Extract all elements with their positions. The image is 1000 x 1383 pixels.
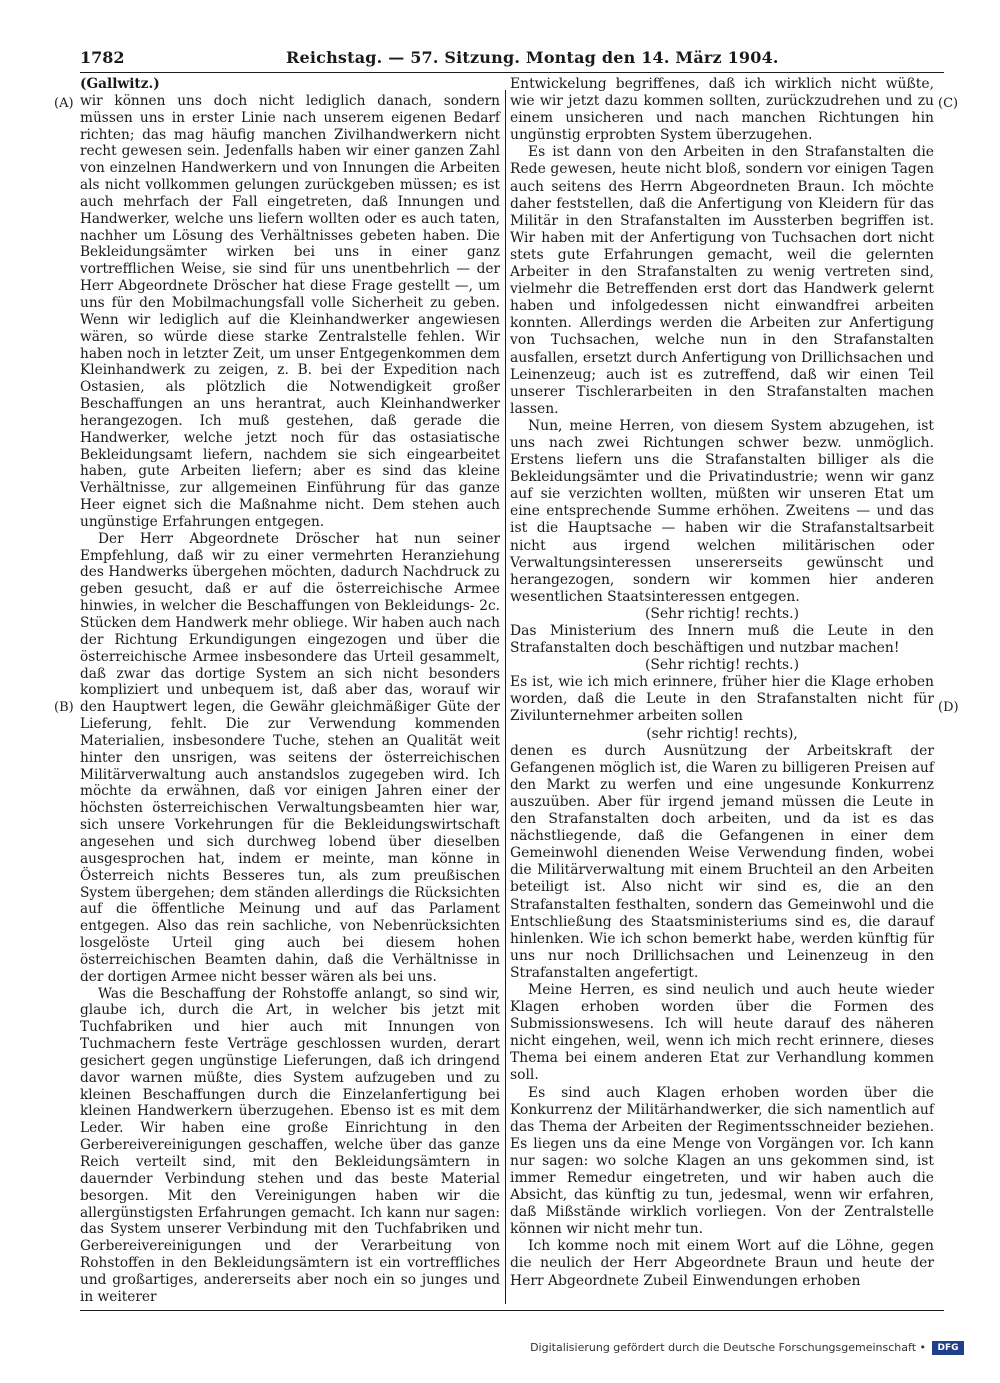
paragraph: Das Ministerium des Innern muß die Leute in den Strafanstalten doch beschäftigen und nutzbar machen!	[510, 623, 934, 657]
interjection: (Sehr richtig! rechts.)	[644, 657, 799, 674]
page-number: 1782	[80, 48, 125, 67]
paragraph: Entwickelung begriffenes, daß ich wirklich nicht wüßte, wie wir jetzt dazu kommen sollten, zurückzudrehen und zu einem unsicheren und nach manchen Richtungen hin ungünstig erprobten System überzugehen.	[510, 76, 934, 144]
footer	[530, 1338, 970, 1358]
right-column	[510, 76, 934, 1290]
paragraph: Was die Beschaffung der Rohstoffe anlangt, so sind wir, glaube ich, durch die Art, in welcher bis jetzt mit Tuchfabriken und hier auch mit Innungen von Tuchmachern feste Verträge geschlossen wurden, derart gesichert gegen ungünstige Lieferungen, daß ich dringend davor warnen müßte, dies System aufzugeben und zu kleinen Beschaffungen durch die Einzelanfertigung bei kleinen Handwerkern überzugehen. Ebenso ist es mit dem Leder. Wir haben eine große Einrichtung in den Gerbereivereinigungen geschaffen, welche über das ganze Reich verteilt sind, mit den Bekleidungsämtern in dauernder Verbindung stehen und das beste Material besorgen. Mit den Vereinigungen haben wir die allergünstigsten Erfahrungen gemacht. Ich kann nur sagen: das System unserer Verbindung mit den Tuchfabriken und Gerbereivereinigungen und der Verarbeitung von Rohstoffen in den Bekleidungsämtern ist ein vortreffliches und großartiges, andererseits aber noch ein so junges und in weiterer	[80, 985, 500, 1305]
margin-marker-b: (B)	[54, 700, 74, 715]
margin-marker-a: (A)	[54, 96, 74, 111]
footer-rule	[80, 1310, 944, 1311]
paragraph: Es ist, wie ich mich erinnere, früher hier die Klage erhoben worden, daß die Leute in den Strafanstalten nicht für Zivilunternehmer arbeiten sollen	[510, 674, 934, 725]
dfg-logo: DFG	[932, 1341, 964, 1355]
left-column	[80, 76, 500, 1306]
column-divider	[505, 90, 506, 1304]
paragraph: Ich komme noch mit einem Wort auf die Löhne, gegen die neulich der Herr Abgeordnete Braun und heute der Herr Abgeordnete Zubeil Einwendungen erhoben	[510, 1238, 934, 1289]
margin-marker-d: (D)	[938, 700, 959, 715]
interjection: (sehr richtig! rechts),	[646, 725, 798, 742]
speaker-name: (Gallwitz.)	[80, 76, 160, 92]
footer-credit: Digitalisierung gefördert durch die Deutsche Forschungsgemeinschaft •	[530, 1341, 926, 1354]
paragraph: Nun, meine Herren, von diesem System abzugehen, ist uns nach zwei Richtungen schwer bezw. unmöglich. Erstens liefern uns die Strafanstalten billiger als die Bekleidungsämter und die Privatindustrie; wenn wir ganz auf sie verzichten wollten, müßten wir unseren Etat um eine entsprechende Summe erhöhen. Zweitens — und das ist die Hauptsache — haben wir die Strafanstaltsarbeit nicht aus irgend welchen militärischen oder Verwaltungsinteressen unsererseits gewünscht und herangezogen, sondern wir kommen hier anderen wesentlichen Staatsinteressen entgegen.	[510, 417, 934, 605]
paragraph: Es ist dann von den Arbeiten in den Strafanstalten die Rede gewesen, heute nicht bloß, sondern vor einigen Tagen auch seitens des Herrn Abgeordneten Braun. Ich möchte daher feststellen, daß die Anfertigung von Kleidern für das Militär in den Strafanstalten im Aussterben begriffen ist. Wir haben mit der Anfertigung von Tuchsachen dort nicht stets gute Erfahrungen gemacht, weil die gelernten Arbeiter in den Strafanstalten zu wenig vertreten sind, vielmehr die Betreffenden erst dort das Handwerk gelernt haben und infolgedessen nicht einwandfrei arbeiten konnten. Allerdings werden die Arbeiten zur Anfertigung von Tuchsachen, welche nun in den Strafanstalten ausfallen, ersetzt durch Anfertigung von Drillichsachen und Leinenzeug; auch ist es zutreffend, daß wir einen Teil unserer Tischlerarbeiten in den Strafanstalten machen lassen.	[510, 144, 934, 417]
margin-marker-c: (C)	[938, 96, 959, 111]
page-title: Reichstag. — 57. Sitzung. Montag den 14. März 1904.	[286, 48, 779, 67]
paragraph: Meine Herren, es sind neulich und auch heute wieder Klagen erhoben worden über die Formen des Submissionswesens. Ich will heute darauf des näheren nicht eingehen, weil, wenn ich mich recht erinnere, dieses Thema bei einem anderen Etat zur Verhandlung kommen soll.	[510, 981, 934, 1084]
paragraph: denen es durch Ausnützung der Arbeitskraft der Gefangenen möglich ist, die Waren zu billigeren Preisen auf den Markt zu werfen und eine ungesunde Konkurrenz auszuüben. Aber für irgend jemand müssen die Leute in den Strafanstalten doch arbeiten, und da ist es das nächstliegende, daß die Gefangenen in einer dem Gemeinwohl dienenden Weise Verwendung finden, wobei die Militärverwaltung mit einem Bruchteil an den Arbeiten beteiligt ist. Also nicht wir sind es, die an den Strafanstalten festhalten, sondern das Gemeinwohl und die Entschließung des Staatsministeriums sind es, die darauf hinlenken. Wie ich schon bemerkt habe, werden künftig für uns nur noch Drillichsachen und Leinenzeug in den Strafanstalten angefertigt.	[510, 742, 934, 981]
page-header	[80, 46, 944, 70]
paragraph: Der Herr Abgeordnete Dröscher hat nun seiner Empfehlung, daß wir zu einer vermehrten Heranziehung des Handwerks übergehen möchten, dadurch Nachdruck zu geben gesucht, daß er auf die österreichische Armee hinwies, in welcher die Beschaffungen von Bekleidungs- 2c. Stücken dem Handwerk mehr obliege. Wir haben auch nach der Richtung Erkundigungen eingezogen und über die österreichische Armee insbesondere das Urteil gesammelt, daß zwar das dortige System an sich nicht besonders kompliziert und unbequem ist, daß aber das, worauf wir den Hauptwert legen, die Gewähr gleichmäßiger Güte der Lieferung, fehlt. Die zur Verwendung kommenden Materialien, insbesondere Tuche, stehen an Qualität weit hinter den unsrigen, was seitens der österreichischen Militärverwaltung auch anstandslos zugegeben wird. Ich möchte da erwähnen, daß vor einigen Jahren einer der höchsten österreichischen Verwaltungsbeamten hier war, sich unsere Vorkehrungen für die Bekleidungswirtschaft angesehen und sich durchweg lobend über dieselben ausgesprochen hat, indem er meinte, man könne in Österreich nichts Besseres tun, als zum preußischen System übergehen; dem ständen allerdings die Rücksichten auf die öffentliche Meinung und auf das Parlament entgegen. Also das rein sachliche, von Nebenrücksichten losgelöste Urteil ging auch bei diesem hohen österreichischen Beamten dahin, daß die Verhältnisse in der dortigen Armee nicht besser wären als bei uns.	[80, 530, 500, 985]
interjection: (Sehr richtig! rechts.)	[644, 605, 799, 622]
header-rule	[80, 72, 944, 73]
paragraph: Es sind auch Klagen erhoben worden über die Konkurrenz der Militärhandwerker, die sich namentlich auf das Thema der Arbeiten der Regimentsschneider beziehen. Es liegen uns da eine Menge von Vorgängen vor. Ich kann nur sagen: wo solche Klagen an uns gekommen sind, ist immer Remedur eingetreten, und wir haben auch die Absicht, das künftig zu tun, jedesmal, wenn wir erfahren, daß Mißstände wirklich vorliegen. Von der Zentralstelle können wir nicht mehr tun.	[510, 1084, 934, 1238]
paragraph: wir können uns doch nicht lediglich danach, sondern müssen uns in erster Linie nach unserem eigenen Bedarf richten; das mag häufig manchen Zivilhandwerkern nicht recht gewesen sein. Jedenfalls haben wir einer ganzen Zahl von einzelnen Handwerkern und von Innungen die Arbeiten als nicht vollkommen gelungen zurückgeben müssen; es ist auch mehrfach der Fall eingetreten, daß Innungen und Handwerker, welche uns liefern wollten oder es auch taten, nachher um Lösung des Verhältnisses gebeten haben. Die Bekleidungsämter wirken bei uns in einer ganz vortrefflichen Weise, sie sind für uns unentbehrlich — der Herr Abgeordnete Dröscher hat diese Frage gestellt —, um uns für den Mobilmachungsfall volle Sicherheit zu geben. Wenn wir lediglich auf die Kleinhandwerker angewiesen wären, so würde diese starke Zentralstelle fehlen. Wir haben noch in letzter Zeit, um unser Entgegenkommen dem Kleinhandwerk zu zeigen, z. B. bei der Expedition nach Ostasien, als plötzlich die Notwendigkeit großer Beschaffungen an uns herantrat, auch Kleinhandwerker herangezogen. Ich muß gestehen, daß gerade die Handwerker, welche jetzt noch für das ostasiatische Bekleidungsamt liefern, nachdem sie sich eingearbeitet haben, gute Arbeiten liefern; aber es sind das kleine Verhältnisse, zur allgemeinen Einführung für das ganze Heer eignet sich die Maßnahme nicht. Dem stehen auch ungünstige Erfahrungen entgegen.	[80, 92, 500, 530]
